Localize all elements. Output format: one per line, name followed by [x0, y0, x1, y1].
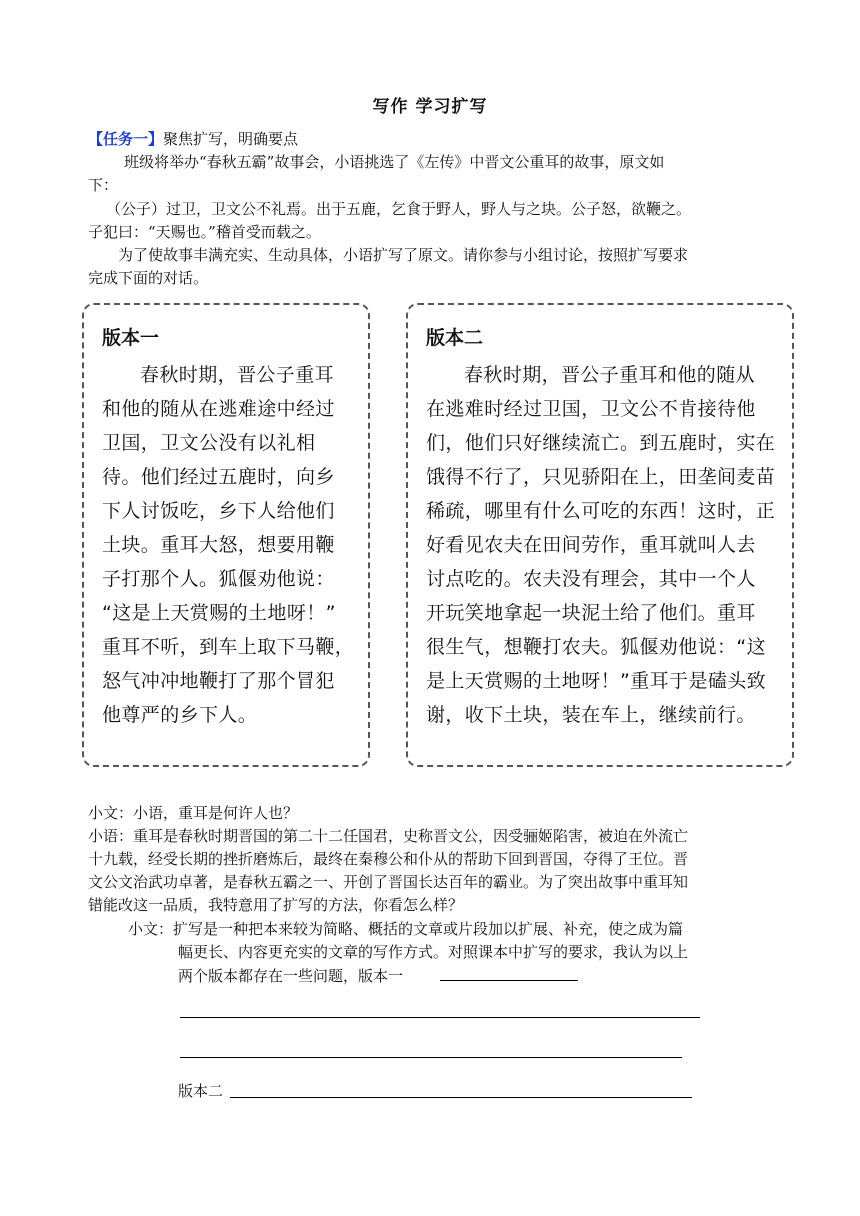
task-line — [88, 128, 298, 150]
version-two-line: 谢，收下土块，装在车上，继续前行。 — [426, 704, 756, 726]
page-title: 写作 学习扩写 — [372, 97, 488, 117]
instruction-line-2: 完成下面的对话。 — [88, 269, 209, 287]
original-line-2: 子犯曰：“天赐也。”稽首受而载之。 — [88, 223, 321, 241]
version-one-line: “这是上天赏赐的土地呀！” — [102, 602, 336, 624]
dialogue-reply-line: 小文：扩写是一种把本来较为简略、概括的文章或片段加以扩展、补充，使之成为篇 — [128, 920, 684, 938]
dialogue-reply-line: 幅更长、内容更充实的文章的写作方式。对照课本中扩写的要求，我认为以上 — [178, 943, 689, 961]
version-two-line: 春秋时期，晋公子重耳和他的随从 — [464, 364, 756, 386]
dialogue-answer-line: 小语：重耳是春秋时期晋国的第二十二任国君，史称晋文公，因受骊姬陷害，被迫在外流亡 — [88, 827, 689, 845]
version-one-line: 重耳不听，到车上取下马鞭， — [102, 636, 355, 658]
dialogue-answer-line: 文公文治武功卓著，是春秋五霸之一、开创了晋国长达百年的霸业。为了突出故事中重耳知 — [88, 873, 689, 891]
task-tag: 【任务一】 — [88, 130, 164, 148]
version-one-line: 和他的随从在逃难途中经过 — [102, 398, 335, 420]
version-two-line: 好看见农夫在田间劳作，重耳就叫人去 — [426, 534, 756, 556]
version-two-box — [406, 303, 794, 767]
dialogue-reply-line: 两个版本都存在一些问题，版本一 — [178, 967, 404, 985]
version-two-line: 开玩笑地拿起一块泥土给了他们。重耳 — [426, 602, 756, 624]
version-two-line: 讨点吃的。农夫没有理会，其中一个人 — [426, 568, 756, 590]
version-two-line: 很生气，想鞭打农夫。狐偃劝他说：“这 — [426, 636, 767, 658]
answer-blank-v1-inline[interactable] — [440, 980, 578, 981]
version-one-line: 卫国，卫文公没有以礼相 — [102, 432, 316, 454]
version-one-heading: 版本一 — [102, 327, 160, 349]
original-line-1: （公子）过卫，卫文公不礼焉。出于五鹿，乞食于野人，野人与之块。公子怒，欲鞭之。 — [106, 200, 692, 218]
dialogue-answer-line: 错能改这一品质，我特意用了扩写的方法，你看怎么样？ — [88, 896, 464, 914]
version-two-line: 们，他们只好继续流亡。到五鹿时，实在 — [426, 432, 776, 454]
version-two-answer-label: 版本二 — [178, 1082, 224, 1100]
intro-line-1: 班级将举办“春秋五霸”故事会，小语挑选了《左传》中晋文公重耳的故事，原文如 — [124, 153, 665, 171]
version-two-line: 稀疏，哪里有什么可吃的东西！这时，正 — [426, 500, 776, 522]
version-two-heading: 版本二 — [426, 327, 484, 349]
task-heading: 聚焦扩写，明确要点 — [163, 130, 299, 148]
version-one-line: 怒气冲冲地鞭打了那个冒犯 — [102, 670, 335, 692]
version-one-line: 他尊严的乡下人。 — [102, 704, 258, 726]
instruction-line-1: 为了使故事丰满充实、生动具体，小语扩写了原文。请你参与小组讨论，按照扩写要求 — [118, 246, 689, 264]
version-two-line: 在逃难时经过卫国，卫文公不肯接待他 — [426, 398, 756, 420]
version-two-line: 是上天赏赐的土地呀！”重耳于是磕头致 — [426, 670, 767, 692]
answer-blank-v1-line-2[interactable] — [180, 1057, 682, 1058]
answer-blank-v1-line-1[interactable] — [180, 1017, 700, 1018]
dialogue-answer-line: 十九载，经受长期的挫折磨炼后，最终在秦穆公和仆从的帮助下回到晋国，夺得了王位。晋 — [88, 850, 689, 868]
dialogue-question: 小文：小语，重耳是何许人也？ — [88, 804, 299, 822]
version-one-line: 待。他们经过五鹿时，向乡 — [102, 466, 335, 488]
version-one-line: 子打那个人。狐偃劝他说： — [102, 568, 335, 590]
intro-line-2: 下： — [88, 176, 119, 194]
version-one-box — [82, 303, 370, 767]
version-two-line: 饿得不行了，只见骄阳在上，田垄间麦苗 — [426, 466, 776, 488]
version-one-line: 下人讨饭吃，乡下人给他们 — [102, 500, 335, 522]
version-one-line: 土块。重耳大怒，想要用鞭 — [102, 534, 335, 556]
version-one-line: 春秋时期，晋公子重耳 — [140, 364, 335, 386]
answer-blank-v2[interactable] — [230, 1097, 692, 1098]
